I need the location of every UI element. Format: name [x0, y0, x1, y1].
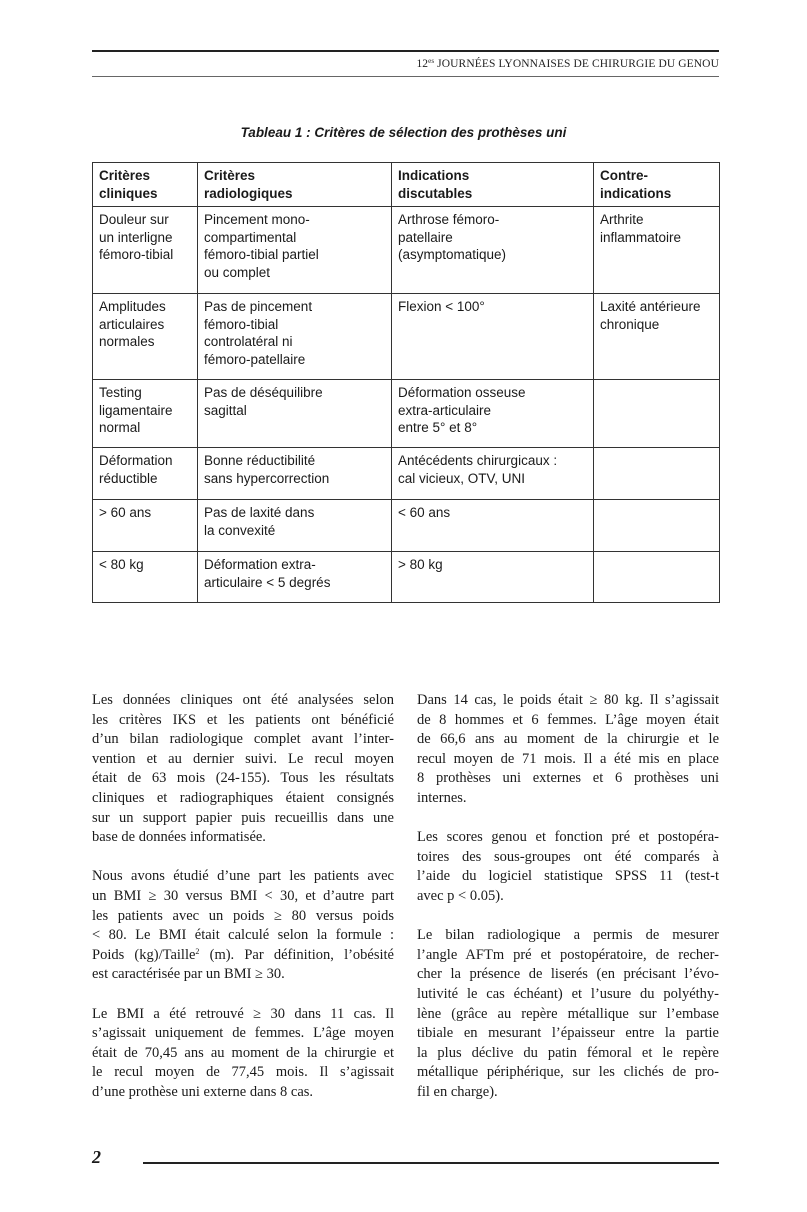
- text-line: avec p < 0.05).: [417, 887, 504, 904]
- text-line: < 80. Le BMI était calculé selon la formule :: [92, 927, 394, 944]
- table-cell: [594, 380, 720, 448]
- table-cell: [594, 448, 720, 500]
- header-superscript: es: [428, 57, 435, 65]
- text-line: l’angle AFTm pré et postopératoire, de recher-: [417, 946, 719, 963]
- text-fragment: (m). Par définition, l’obésité: [199, 946, 394, 963]
- table-title: Tableau 1 : Critères de sélection des prothèses uni: [240, 125, 567, 140]
- text-line: vention et au dernier suivi. Le recul moyen: [92, 750, 394, 767]
- cell-line: compartimental: [204, 229, 297, 245]
- cell-line: sans hypercorrection: [204, 470, 330, 486]
- text-line: [92, 946, 394, 966]
- cell-line: Testing: [99, 385, 142, 400]
- text-line: le recul moyen de 77,45 mois. Il s’agissait: [92, 1064, 394, 1081]
- table-cell: [93, 448, 198, 500]
- cell-line: Pas de déséquilibre: [204, 385, 323, 400]
- cell-line: inflammatoire: [600, 229, 682, 245]
- cell-line: fémoro-patellaire: [204, 351, 306, 367]
- text-line: lutivité le cas échéant) et l’usure du polyéthy-: [417, 985, 719, 1002]
- cell-line: Flexion < 100°: [398, 299, 485, 314]
- table-cell: [198, 380, 392, 448]
- text-line: de 66,6 ans au moment de la chirurgie et le: [417, 731, 719, 748]
- cell-line: Déformation osseuse: [398, 385, 526, 400]
- header-cell-radiological: [198, 163, 392, 207]
- header-line: Contre-: [600, 168, 648, 183]
- text-line: de 8 hommes et 6 femmes. L’âge moyen était: [417, 711, 719, 728]
- cell-line: Déformation extra-: [204, 557, 316, 572]
- table-cell: [198, 294, 392, 380]
- criteria-table: [92, 162, 720, 603]
- cell-line: fémoro-tibial: [204, 316, 279, 332]
- text-line: Les scores genou et fonction pré et postopéra-: [417, 829, 719, 846]
- table-cell: [594, 207, 720, 294]
- text-line: Dans 14 cas, le poids était ≥ 80 kg. Il s’agissait: [417, 692, 719, 708]
- table-cell: [93, 207, 198, 294]
- table-cell: [594, 552, 720, 603]
- text-line: est caractérisée par un BMI ≥ 30.: [92, 966, 285, 983]
- cell-line: Pas de laxité dans: [204, 505, 315, 520]
- text-line: base de données informatisée.: [92, 829, 266, 846]
- cell-line: fémoro-tibial partiel: [204, 247, 319, 262]
- paragraph: [92, 867, 394, 985]
- cell-line: réductible: [99, 470, 158, 486]
- text-line: Nous avons étudié d’une part les patients avec: [92, 868, 394, 885]
- table-row: [93, 207, 720, 294]
- superscript: 2: [195, 946, 200, 956]
- header-line: Indications: [398, 168, 470, 183]
- table-cell: [392, 500, 594, 552]
- text-line: d’un bilan radiologique complet avant l’inter-: [92, 731, 394, 748]
- table-cell: [93, 380, 198, 448]
- cell-line: < 80 kg: [99, 557, 144, 572]
- cell-line: articulaire < 5 degrés: [204, 574, 331, 590]
- text-line: l’aide du logiciel statistique SPSS 11 (test-t: [417, 868, 719, 885]
- header-line: radiologiques: [204, 185, 293, 201]
- text-fragment: Poids (kg)/Taille: [92, 946, 196, 963]
- header-cell-contraindications: [594, 163, 720, 207]
- cell-line: Laxité antérieure: [600, 299, 701, 314]
- text-line: s’agissait uniquement de femmes. L’âge moyen: [92, 1025, 394, 1042]
- text-line: sur un support papier puis recueillis dans une: [92, 809, 394, 826]
- table-row: [93, 294, 720, 380]
- table-cell: [594, 500, 720, 552]
- table-cell: [392, 294, 594, 380]
- text-line: les critères IKS et les patients ont bénéficié: [92, 711, 394, 728]
- header-cell-clinical: [93, 163, 198, 207]
- header-top-rule: [92, 50, 719, 52]
- text-line: un BMI ≥ 30 versus BMI < 30, et d’autre part: [92, 887, 394, 904]
- cell-line: Pincement mono-: [204, 212, 310, 227]
- text-line: la plus déclive du patin fémoral et le repère: [417, 1044, 719, 1061]
- cell-line: sagittal: [204, 402, 247, 418]
- cell-line: la convexité: [204, 522, 276, 538]
- table-cell: [392, 448, 594, 500]
- cell-line: > 60 ans: [99, 505, 152, 520]
- cell-line: un interligne: [99, 229, 173, 245]
- text-line: était de 63 mois (24-155). Tous les résultats: [92, 770, 394, 787]
- table-row: [93, 448, 720, 500]
- table-cell: [594, 294, 720, 380]
- cell-line: (asymptomatique): [398, 247, 507, 262]
- header-line: discutables: [398, 185, 473, 201]
- cell-line: > 80 kg: [398, 557, 443, 572]
- paragraph: [417, 926, 719, 1102]
- table-cell: [93, 294, 198, 380]
- table-row: [93, 552, 720, 603]
- cell-line: controlatéral ni: [204, 334, 293, 349]
- table-cell: [198, 500, 392, 552]
- body-column-left: [92, 691, 394, 1122]
- table-cell: [392, 380, 594, 448]
- text-line: était de 70,45 ans au moment de la chirurgie et: [92, 1044, 394, 1061]
- table-row: [93, 380, 720, 448]
- header-line: Critères: [99, 168, 151, 183]
- text-line: les patients avec un poids ≥ 80 versus poids: [92, 907, 394, 924]
- text-line: recul moyen de 71 mois. Il a été mis en place: [417, 750, 719, 767]
- table-cell: [392, 207, 594, 294]
- paragraph: [417, 828, 719, 906]
- cell-line: chronique: [600, 316, 660, 332]
- text-line: 8 prothèses uni externes et 6 prothèses uni: [417, 770, 719, 787]
- cell-line: patellaire: [398, 229, 453, 245]
- cell-line: Arthrose fémoro-: [398, 212, 500, 227]
- running-header: [416, 57, 719, 70]
- cell-line: < 60 ans: [398, 505, 451, 520]
- cell-line: Pas de pincement: [204, 299, 313, 314]
- cell-line: cal vicieux, OTV, UNI: [398, 470, 526, 486]
- footer-rule: [143, 1162, 719, 1164]
- cell-line: Bonne réductibilité: [204, 453, 316, 468]
- cell-line: Douleur sur: [99, 212, 169, 227]
- cell-line: ou complet: [204, 264, 271, 280]
- header-line: Critères: [204, 168, 256, 183]
- text-line: toires des sous-groupes ont été comparés à: [417, 848, 719, 865]
- header-line: indications: [600, 185, 672, 201]
- cell-line: extra-articulaire: [398, 402, 492, 418]
- table-cell: [198, 207, 392, 294]
- header-cell-indications: [392, 163, 594, 207]
- header-prefix: 12: [416, 58, 429, 70]
- body-column-right: [417, 691, 719, 1122]
- text-line: tibiale en mesurant l’épaisseur entre la partie: [417, 1025, 719, 1042]
- cell-line: entre 5° et 8°: [398, 420, 478, 435]
- text-line: métallique périphérique, sur les clichés de pro-: [417, 1064, 719, 1081]
- text-line: Le bilan radiologique a permis de mesurer: [417, 927, 719, 944]
- table-header-row: [93, 163, 720, 207]
- text-line: fil en charge).: [417, 1083, 498, 1100]
- cell-line: fémoro-tibial: [99, 247, 174, 262]
- text-line: cher la présence de liserés (en précisant l’évo-: [417, 966, 719, 983]
- paragraph: [92, 691, 394, 848]
- header-bottom-rule: [92, 76, 719, 77]
- cell-line: normal: [99, 420, 141, 435]
- table-cell: [198, 552, 392, 603]
- cell-line: articulaires: [99, 316, 165, 332]
- text-line: Le BMI a été retrouvé ≥ 30 dans 11 cas. Il: [92, 1005, 394, 1022]
- paragraph: [417, 691, 719, 809]
- cell-line: ligamentaire: [99, 402, 173, 418]
- text-line: cliniques et radiographiques étaient consignés: [92, 789, 394, 806]
- text-line: internes.: [417, 789, 467, 806]
- table-cell: [93, 500, 198, 552]
- cell-line: normales: [99, 334, 155, 349]
- text-line: Les données cliniques ont été analysées selon: [92, 692, 394, 708]
- paragraph: [92, 1005, 394, 1103]
- cell-line: Antécédents chirurgicaux :: [398, 453, 558, 468]
- cell-line: Arthrite: [600, 212, 644, 227]
- table-cell: [93, 552, 198, 603]
- page-number: 2: [92, 1147, 101, 1167]
- table-cell: [392, 552, 594, 603]
- table-row: [93, 500, 720, 552]
- header-line: cliniques: [99, 185, 158, 201]
- header-title: JOURNÉES LYONNAISES DE CHIRURGIE DU GENOU: [437, 58, 719, 70]
- cell-line: Amplitudes: [99, 299, 166, 314]
- text-line: lène (grâce au repère métallique sur l’embase: [417, 1005, 719, 1022]
- table-cell: [198, 448, 392, 500]
- cell-line: Déformation: [99, 453, 173, 468]
- text-line: d’une prothèse uni externe dans 8 cas.: [92, 1083, 314, 1100]
